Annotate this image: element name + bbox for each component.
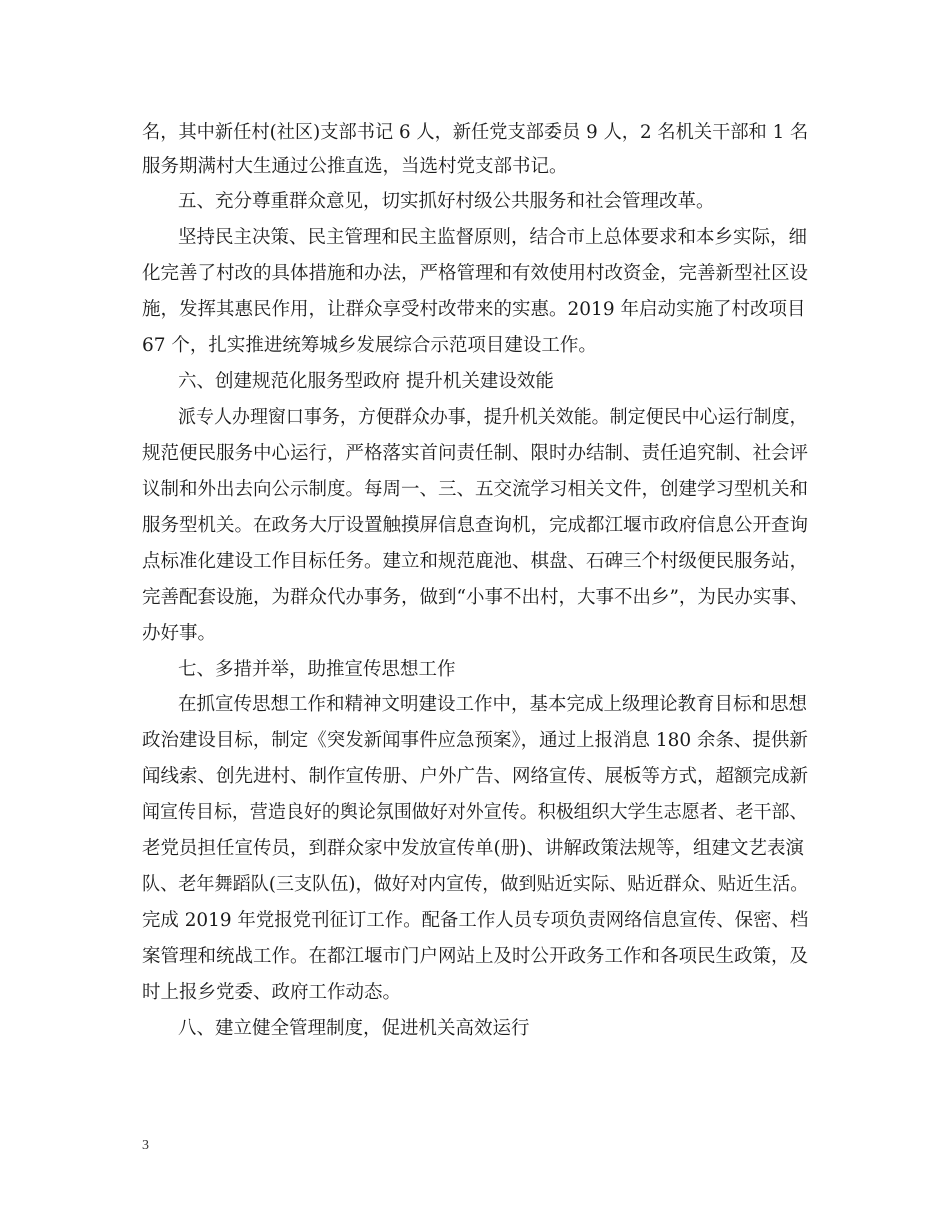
text-line: 化完善了村改的具体措施和办法，严格管理和有效使用村改资金，完善新型社区设 [142, 263, 809, 284]
section-heading: 八、建立健全管理制度，促进机关高效运行 [178, 1018, 530, 1039]
text-line: 政治建设目标，制定《突发新闻事件应急预案》，通过上报消息 180 余条、提供新 [142, 730, 808, 751]
text-line: 完成 2019 年党报党刊征订工作。配备工作人员专项负责网络信息宣传、保密、档 [142, 910, 809, 931]
text-line: 议制和外出去向公示制度。每周一、三、五交流学习相关文件，创建学习型机关和 [142, 479, 809, 500]
text-line: 施，发挥其惠民作用，让群众享受村改带来的实惠。2019 年启动实施了村改项目 [142, 299, 806, 320]
text-line: 点标准化建设工作目标任务。建立和规范鹿池、棋盘、石碑三个村级便民服务站， [142, 551, 809, 572]
text-line: 时上报乡党委、政府工作动态。 [142, 982, 402, 1003]
text-line: 服务期满村大生通过公推直选，当选村党支部书记。 [142, 156, 568, 177]
text-line: 办好事。 [142, 623, 217, 644]
section-heading: 五、充分尊重群众意见，切实抓好村级公共服务和社会管理改革。 [178, 191, 715, 212]
section-heading: 六、创建规范化服务型政府 提升机关建设效能 [178, 371, 554, 392]
text-line: 派专人办理窗口事务，方便群众办事，提升机关效能。制定便民中心运行制度， [178, 407, 808, 428]
text-line: 在抓宣传思想工作和精神文明建设工作中，基本完成上级理论教育目标和思想 [178, 694, 808, 715]
text-line: 案管理和统战工作。在都江堰市门户网站上及时公开政务工作和各项民生政策，及 [142, 946, 809, 967]
text-line: 闻宣传目标，营造良好的舆论氛围做好对外宣传。积极组织大学生志愿者、老干部、 [142, 802, 808, 823]
text-line: 老党员担任宣传员，到群众家中发放宣传单(册)、讲解政策法规等，组建文艺表演 [142, 838, 804, 859]
section-heading: 七、多措并举，助推宣传思想工作 [178, 659, 456, 680]
text-line: 完善配套设施，为群众代办事务，做到“小事不出村，大事不出乡”，为民办实事、 [142, 587, 809, 608]
text-line: 67 个，扎实推进统筹城乡发展综合示范项目建设工作。 [142, 335, 597, 356]
text-line: 坚持民主决策、民主管理和民主监督原则，结合市上总体要求和本乡实际，细 [178, 227, 808, 248]
text-line: 名，其中新任村(社区)支部书记 6 人，新任党支部委员 9 人，2 名机关干部和 1 名 [142, 122, 809, 143]
text-line: 队、老年舞蹈队(三支队伍)，做好对内宣传，做到贴近实际、贴近群众、贴近生活。 [142, 874, 809, 895]
text-line: 规范便民服务中心运行，严格落实首问责任制、限时办结制、责任追究制、社会评 [142, 443, 809, 464]
text-line: 闻线索、创先进村、制作宣传册、户外广告、网络宣传、展板等方式，超额完成新 [142, 766, 809, 787]
page-number: 3 [142, 1138, 149, 1153]
text-line: 服务型机关。在政务大厅设置触摸屏信息查询机，完成都江堰市政府信息公开查询 [142, 515, 809, 536]
